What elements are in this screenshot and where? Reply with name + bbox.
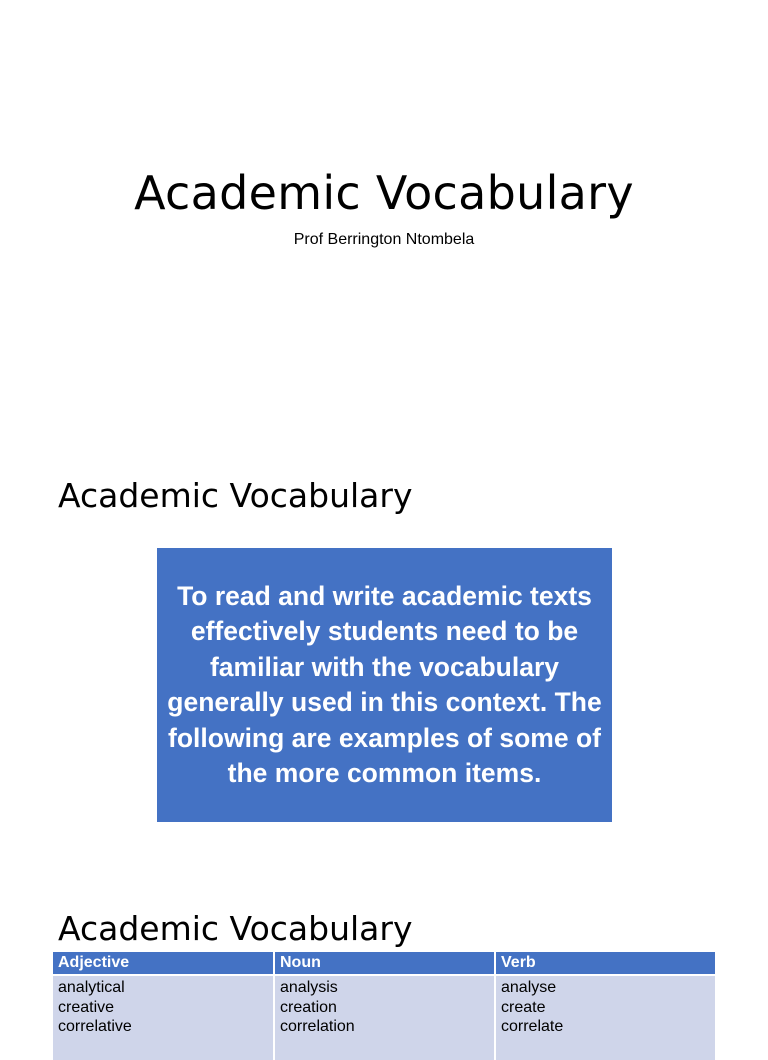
table-word: analysis <box>280 979 338 996</box>
table-word: analytical <box>58 979 125 996</box>
table-word: correlative <box>58 1018 132 1035</box>
slide-2 <box>0 432 768 864</box>
slide-2-title: Academic Vocabulary <box>58 476 413 515</box>
table-word: correlation <box>280 1018 355 1035</box>
slide-3 <box>0 864 768 1035</box>
noun-cell <box>274 975 495 1060</box>
table-word: creation <box>280 998 337 1016</box>
header-adjective: Adjective <box>53 952 274 975</box>
verb-cell <box>495 975 715 1060</box>
slide-1-subtitle: Prof Berrington Ntombela <box>293 231 475 248</box>
table-word: analyse <box>501 979 557 996</box>
table-word: create <box>501 998 546 1016</box>
vocabulary-table <box>53 952 715 1060</box>
slide-1 <box>0 0 768 432</box>
table-word: creative <box>58 998 115 1016</box>
slide-3-title: Academic Vocabulary <box>58 909 413 948</box>
table-header-row <box>53 952 715 975</box>
table-row <box>53 975 715 1060</box>
intro-callout-box <box>157 548 612 822</box>
slide-1-title: Academic Vocabulary <box>134 166 634 220</box>
header-noun: Noun <box>274 952 495 975</box>
header-verb: Verb <box>495 952 715 975</box>
adjective-cell <box>53 975 274 1060</box>
table-word: correlate <box>501 1018 564 1035</box>
intro-callout-text: To read and write academic texts effectively students need to be familiar with the vocabulary generally used in this context. The following are examples of some of the more common items. <box>167 580 602 788</box>
